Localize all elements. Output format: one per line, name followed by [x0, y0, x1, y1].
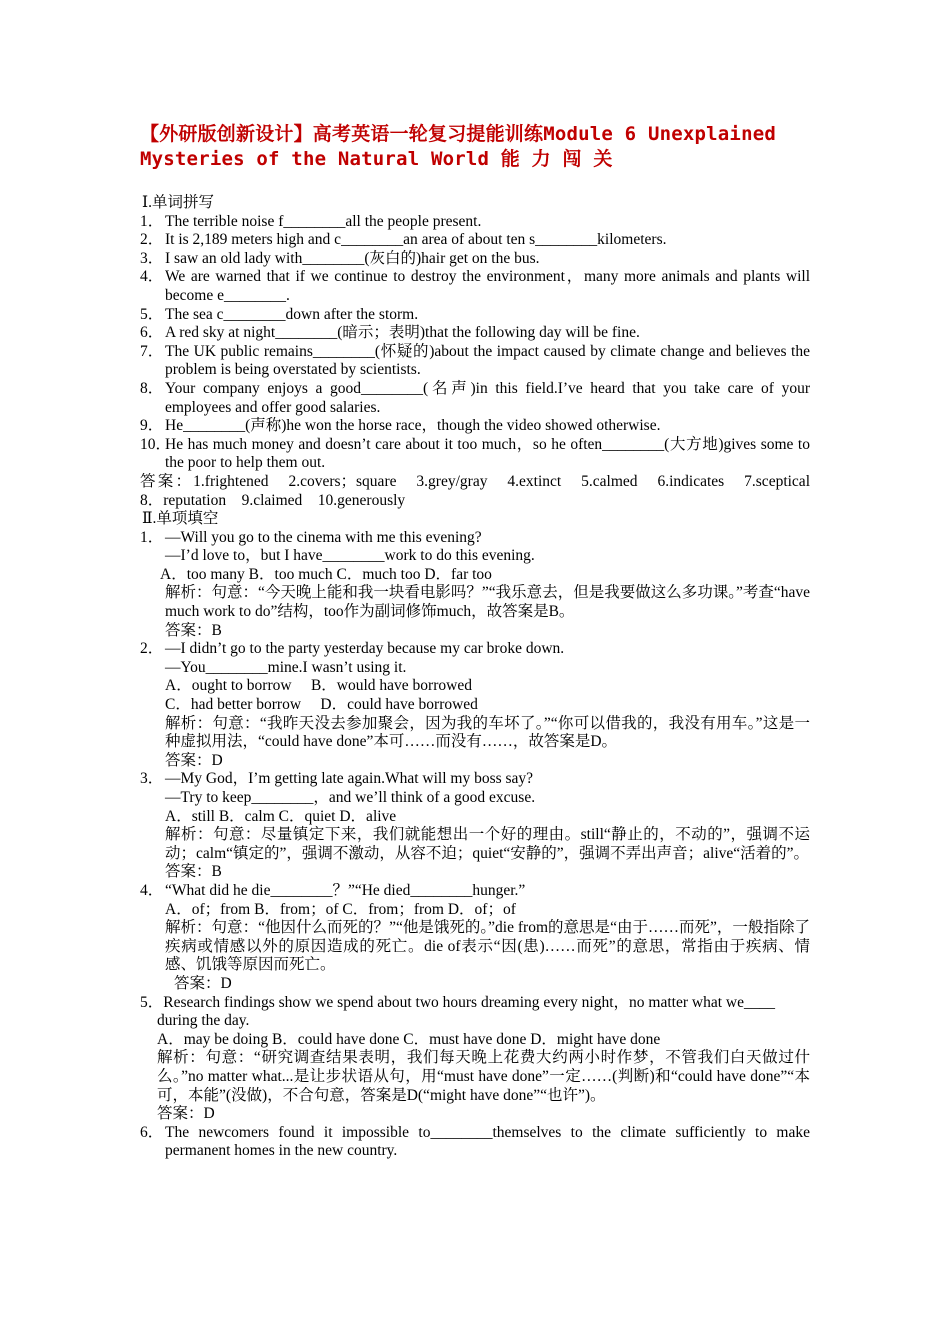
question-line: during the day. — [157, 1012, 250, 1030]
list-item: 9． He________(声称)he won the horse race，though the video showed otherwise. — [140, 417, 661, 435]
list-item: 10． He has much money and doesn’t care about it too much，so he often________(大方地)gives some to the poor to help them out. — [140, 435, 810, 472]
question-answer: 答案：B — [165, 621, 222, 639]
question-analysis: 解析：句意：尽量镇定下来，我们就能想出一个好的理由。still“静止的，不动的”，强调不运动；calm“镇定的”，强调不激动，从容不迫；quiet“安静的”，强调不弄出声音；alive“活着的”。 — [165, 826, 810, 862]
question-answer: 答案：B — [165, 863, 222, 881]
question-analysis: 解析：句意：“今天晚上能和我一块看电影吗？”“我乐意去，但是我要做这么多功课。”考查“have much work to do”结构，too作为副词修饰much，故答案是B。 — [165, 584, 810, 621]
question-3: 3． —My God，I’m getting late again.What will my boss say? —Try to keep________，and we’ll think of a good excuse. A．still B．calm C．quiet D．alive 解析：句意：尽量镇定下来，我们就能想出一个好的理由。still“静止的，不动的”，强调不运动；calm“镇定的”，强调不激动，从容不迫；quiet“安静的”，强调不弄出声音；alive“活着的”。 答案：B — [140, 770, 810, 881]
question-4: 4． “What did he die________？”“He died________hunger.” A．of；from B．from；of C．from；from D．of；of 解析：句意：“他因什么而死的？”“他是饿死的。”die from的意思是“由于……而死”，一般指除了疾病或情感以外的原因造成的死亡。die of表示“因(患)……而死”的意思，常指由于疾病、情感、饥饿等原因而死亡。 答案：D — [140, 881, 810, 992]
list-item: 6． A red sky at night________(暗示；表明)that the following day will be fine. — [140, 324, 640, 342]
question-options: C．had better borrow D．could have borrowed — [165, 696, 478, 714]
question-answer: 答案：D — [174, 974, 232, 992]
list-item: 3． I saw an old lady with________(灰白的)hair get on the bus. — [140, 249, 540, 267]
question-options: A．still B．calm C．quiet D．alive — [165, 807, 397, 825]
question-line: —I’d love to，but I have________work to do this evening. — [165, 547, 535, 565]
question-2: 2． —I didn’t go to the party yesterday because my car broke down. —You________mine.I wasn’t using it. A．ought to borrow B．would have borrowed C．had better borrow D．could have borrowed 解析：句意：“我昨天没去参加聚会，因为我的车坏了。”“你可以借我的，我没有用车。”这是一种虚拟用法，“could have done”本可……而没有……，故答案是D。 答案：D — [140, 640, 810, 769]
list-item: 4． We are warned that if we continue to destroy the environment，many more animals and plants will become e________. — [140, 268, 810, 304]
question-line: —Try to keep________，and we’ll think of a good excuse. — [165, 789, 536, 806]
document-title: 【外研版创新设计】高考英语一轮复习提能训练Module 6 Unexplained Mysteries of the Natural World 能 力 闯 关 — [140, 123, 776, 170]
question-line: —You________mine.I wasn’t using it. — [165, 658, 407, 676]
question-analysis: 解析：句意：“研究调查结果表明，我们每天晚上花费大约两小时作梦，不管我们白天做过什么。”no matter what...是让步状语从句，用“must have done”一定……(判断)和“could have done”“本可，本能”(没做)，不合句意，答案是D(“might have done”“也许”)。 — [157, 1049, 810, 1104]
list-item: 5． The sea c________down after the storm. — [140, 305, 419, 323]
question-answer: 答案：D — [165, 751, 223, 769]
document-page — [140, 122, 826, 1161]
list-item: 8． Your company enjoys a good________(名声)in this field.I’ve heard that you take care of your employees and offer good salaries. — [140, 379, 810, 416]
section2-heading: Ⅱ.单项填空 — [142, 510, 219, 528]
question-answer: 答案：D — [157, 1105, 215, 1123]
question-options: A．too many B．too much C．much too D．far too — [160, 565, 492, 583]
question-options: A．ought to borrow B．would have borrowed — [165, 677, 472, 695]
list-item: 1． The terrible noise f________all the people present. — [140, 212, 482, 230]
section1-answer: 答案：1.frightened 2.covers；square 3.grey/gray 4.extinct 5.calmed 6.indicates 7.sceptical 8．reputation 9.claimed 10.generously — [140, 472, 826, 509]
question-options: A．may be doing B．could have done C．must have done D．might have done — [157, 1030, 661, 1048]
list-item: 7． The UK public remains________(怀疑的)about the impact caused by climate change and believes the problem is being overstated by scientists. — [140, 342, 810, 379]
list-item: 2． It is 2,189 meters high and c________an area of about ten s________kilometers. — [140, 231, 667, 249]
question-1: 1． —Will you go to the cinema with me this evening? —I’d love to，but I have________work to do this evening. A．too many B．too much C．much too D．far too 解析：句意：“今天晚上能和我一块看电影吗？”“我乐意去，但是我要做这么多功课。”考查“have much work to do”结构，too作为副词修饰much，故答案是B。 答案：B — [140, 528, 810, 639]
question-6: 6． The newcomers found it impossible to________themselves to the climate sufficiently to make permanent homes in the new country. — [140, 1123, 810, 1160]
section1-heading: Ⅰ.单词拼写 — [142, 194, 214, 211]
question-5: 5．Research findings show we spend about two hours dreaming every night，no matter what we____ during the day. A．may be doing B．could have done C．must have done D．might have done 解析：句意：“研究调查结果表明，我们每天晚上花费大约两小时作梦，不管我们白天做过什么。”no matter what...是让步状语从句，用“must have done”一定……(判断)和“could have done”“本可，本能”(没做)，不合句意，答案是D(“might have done”“也许”)。 答案：D — [140, 993, 810, 1123]
question-analysis: 解析：句意：“他因什么而死的？”“他是饿死的。”die from的意思是“由于……而死”，一般指除了疾病或情感以外的原因造成的死亡。die of表示“因(患)……而死”的意思，常指由于疾病、情感、饥饿等原因而死亡。 — [165, 919, 810, 974]
question-analysis: 解析：句意：“我昨天没去参加聚会，因为我的车坏了。”“你可以借我的，我没有用车。”这是一种虚拟用法，“could have done”本可……而没有……，故答案是D。 — [165, 714, 810, 751]
question-options: A．of；from B．from；of C．from；from D．of；of — [165, 900, 516, 918]
section1-list — [140, 213, 810, 473]
